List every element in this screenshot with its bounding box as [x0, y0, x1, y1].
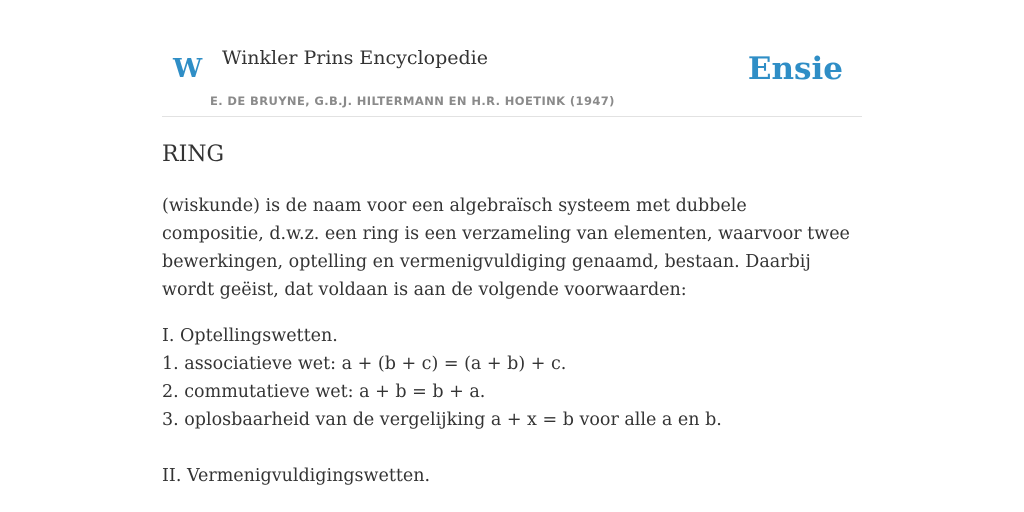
list-item: 1. associatieve wet: a + (b + c) = (a + b) + c. [162, 354, 567, 374]
source-header [162, 0, 862, 117]
section-heading: I. Optellingswetten. [162, 326, 338, 346]
article-body [162, 192, 862, 490]
multiplication-laws [162, 462, 862, 490]
article-title: RING [162, 142, 225, 167]
list-item: 2. commutatieve wet: a + b = b + a. [162, 382, 486, 402]
source-letter-logo: W [173, 54, 203, 84]
addition-laws [162, 322, 862, 434]
article-intro: (wiskunde) is de naam voor een algebraïsch systeem met dubbele compositie, d.w.z. een ring is een verzameling van elementen, waarvoor twee bewerkingen, optelling en vermenigvuldiging genaamd, bestaan. Daarbij wordt geëist, dat voldaan is aan de volgende voorwaarden: [162, 196, 850, 300]
source-authors: E. DE BRUYNE, G.B.J. HILTERMANN EN H.R. HOETINK (1947) [210, 94, 615, 108]
page [162, 0, 862, 512]
source-title[interactable]: Winkler Prins Encyclopedie [222, 47, 488, 69]
list-item: 3. oplosbaarheid van de vergelijking a + x = b voor alle a en b. [162, 410, 722, 430]
section-heading: II. Vermenigvuldigingswetten. [162, 466, 431, 486]
ensie-logo-link[interactable]: Ensie [747, 51, 843, 87]
